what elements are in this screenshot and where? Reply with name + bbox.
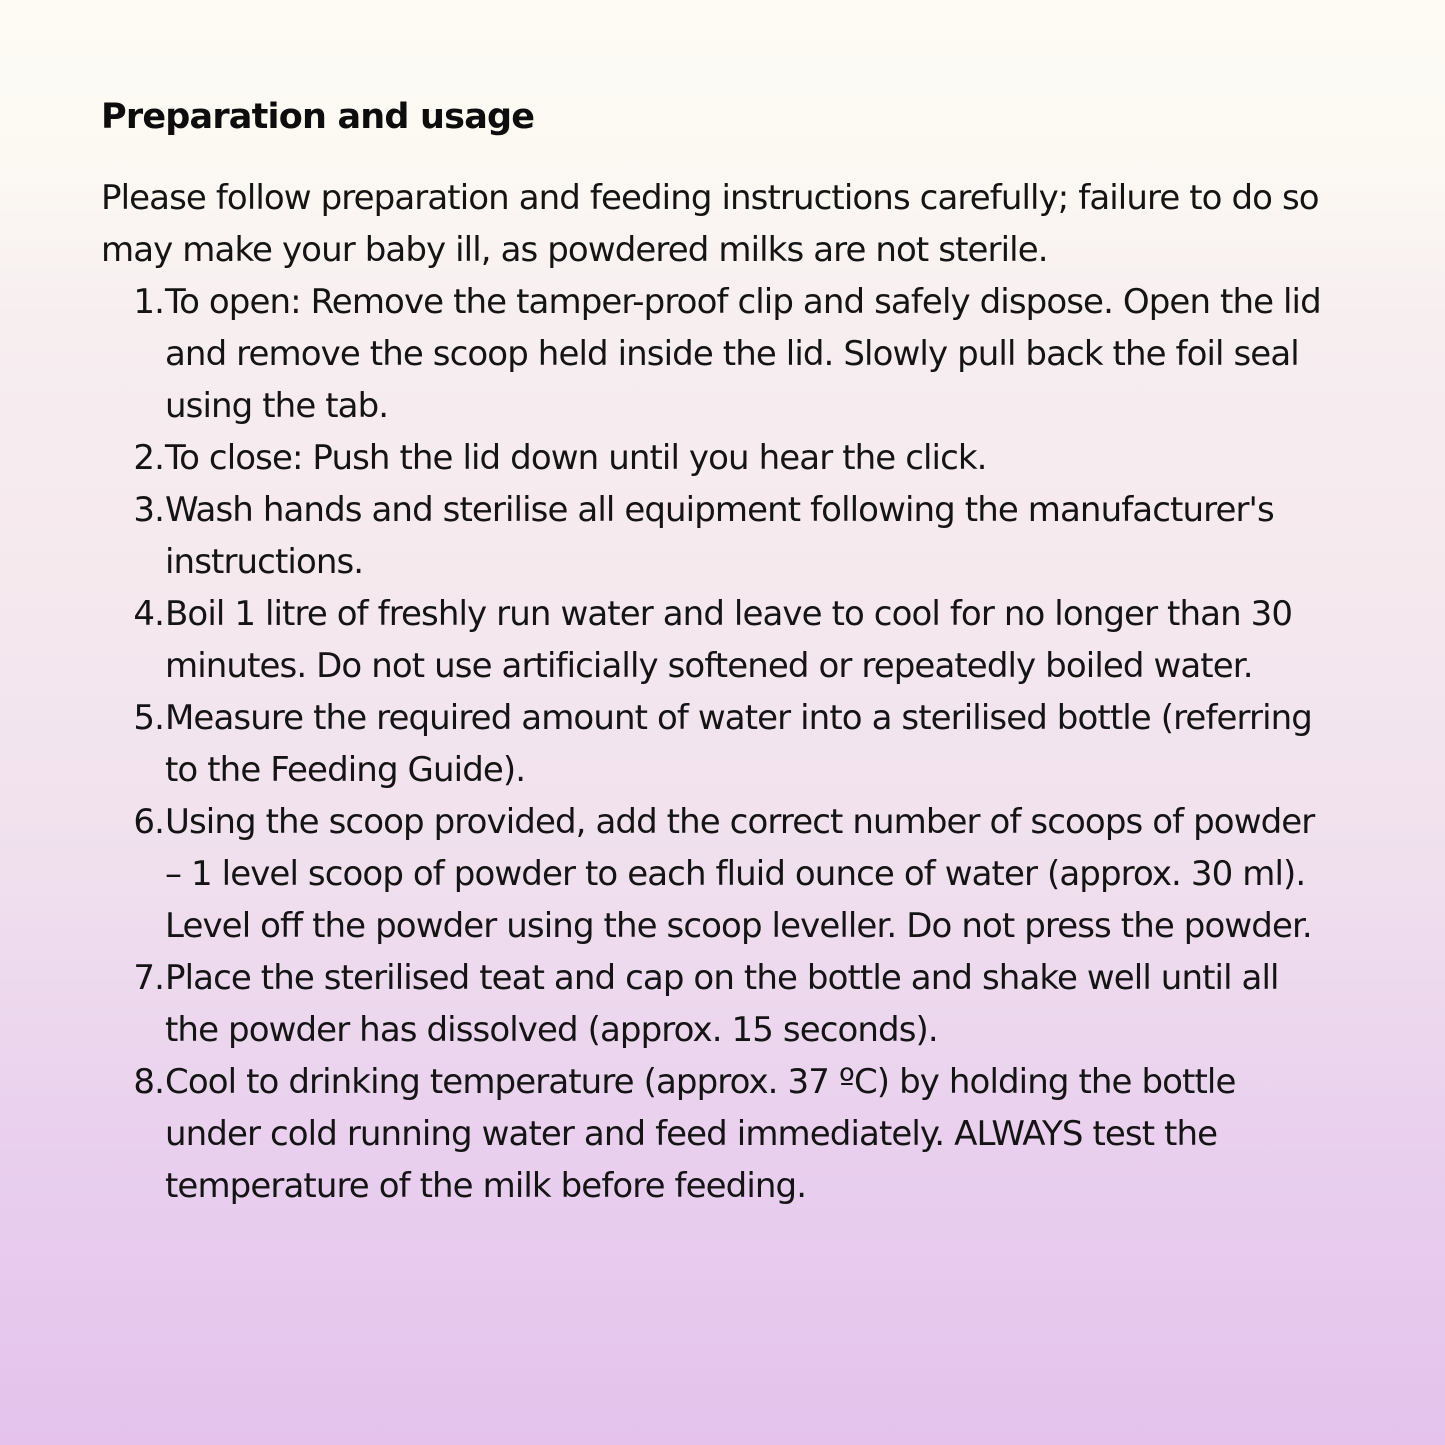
- list-item: [101, 588, 1361, 692]
- step-number: 1.: [133, 282, 164, 322]
- list-item: [101, 484, 1361, 588]
- step-number: 3.: [133, 490, 164, 530]
- step-text: Boil 1 litre of freshly run water and leave to cool for no longer than 30 minutes. Do not use artificially softened or repeatedly boiled water.: [165, 594, 1293, 686]
- step-number: 7.: [133, 958, 164, 998]
- step-text: To open: Remove the tamper-proof clip and safely dispose. Open the lid and remove the scoop held inside the lid. Slowly pull back the foil seal using the tab.: [165, 282, 1321, 426]
- step-number: 8.: [133, 1062, 164, 1102]
- step-text: Cool to drinking temperature (approx. 37 ºC) by holding the bottle under cold running water and feed immediately. ALWAYS test the temperature of the milk before feeding.: [165, 1062, 1236, 1206]
- page-title: Preparation and usage: [101, 97, 535, 137]
- step-text: Wash hands and sterilise all equipment following the manufacturer's instructions.: [165, 490, 1274, 582]
- step-number: 6.: [133, 802, 164, 842]
- instructions-panel: [101, 88, 1361, 1212]
- step-number: 2.: [133, 438, 164, 478]
- list-item: [101, 692, 1361, 796]
- list-item: [101, 1056, 1361, 1212]
- list-item: [101, 952, 1361, 1056]
- step-text: To close: Push the lid down until you hear the click.: [165, 438, 987, 478]
- steps-list: [101, 276, 1361, 1212]
- step-text: Using the scoop provided, add the correct number of scoops of powder – 1 level scoop of powder to each fluid ounce of water (approx. 30 ml). Level off the powder using the scoop leveller. Do not press the powder.: [165, 802, 1315, 946]
- step-text: Measure the required amount of water into a sterilised bottle (referring to the Feeding Guide).: [165, 698, 1312, 790]
- list-item: [101, 276, 1361, 432]
- list-item: [101, 432, 1361, 484]
- step-number: 4.: [133, 594, 164, 634]
- step-number: 5.: [133, 698, 164, 738]
- intro-paragraph: Please follow preparation and feeding instructions carefully; failure to do so may make your baby ill, as powdered milks are not sterile.: [101, 178, 1319, 270]
- list-item: [101, 796, 1361, 952]
- step-text: Place the sterilised teat and cap on the bottle and shake well until all the powder has dissolved (approx. 15 seconds).: [165, 958, 1279, 1050]
